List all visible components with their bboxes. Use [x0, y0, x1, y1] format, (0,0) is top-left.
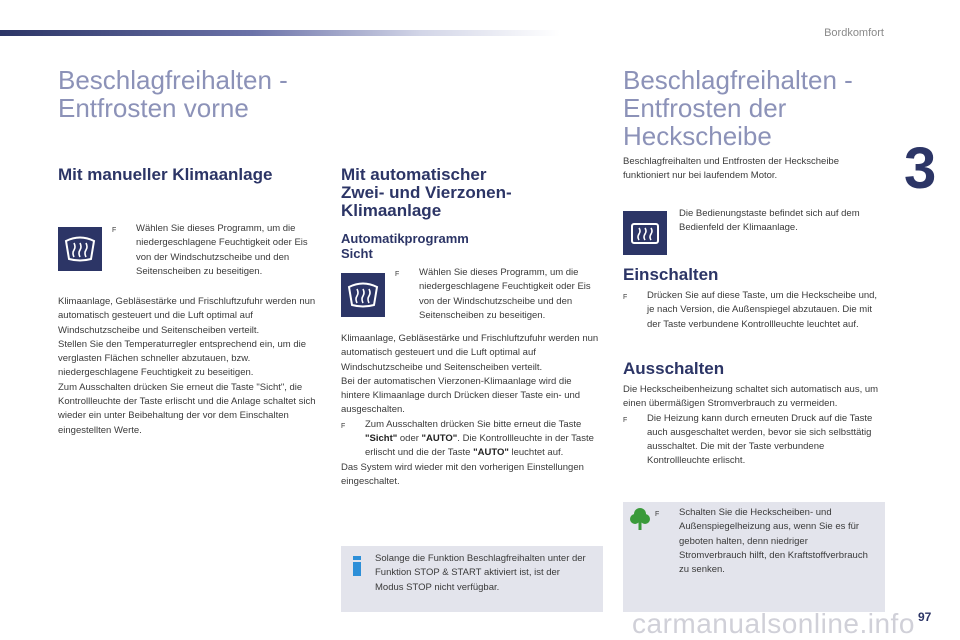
switch-off-text-c: . Die Kontrollleuchte in der Taste erlischt und die der Taste: [365, 433, 594, 459]
right-title: [623, 66, 853, 150]
manual-ac-heading: Mit manueller Klimaanlage: [58, 165, 273, 184]
visibility-button-icon: [341, 273, 385, 317]
rear-defrost-intro: Beschlagfreihalten und Entfrosten der Heckscheibe funktioniert nur bei laufendem Motor.: [623, 156, 839, 182]
eco-tip-text: Schalten Sie die Heckscheiben- und Außenspiegelheizung aus, wenn Sie es für geboten halten, denn niedriger Stromverbrauch hilft, den Kraftstoffverbrauch zu senken.: [679, 507, 868, 576]
switch-on-bullet: [623, 289, 885, 332]
switch-on-bullet-text: Drücken Sie auf diese Taste, um die Heckscheibe und, je nach Version, die Außenspiegel abzutauen. Die mit der Taste verbundene Kontrollleuchte leuchtet auf.: [647, 290, 878, 330]
rear-window-defrost-icon: [623, 211, 667, 255]
switch-off-manual-bullet-text: Die Heizung kann durch erneuten Druck auf die Taste auch ausgeschaltet werden, bevor sie sich selbsttätig ausschaltet. Die mit der Taste verbundene Kontrollleuchte erlischt.: [647, 412, 873, 467]
button-location-note: Die Bedienungstaste befindet sich auf dem Bedienfeld der Klimaanlage.: [679, 208, 860, 234]
auto-ac-heading-line2: Zwei- und Vierzonen-: [341, 183, 512, 202]
header-bar: [0, 30, 560, 36]
auto-ac-paragraph-2: Bei der automatischen Vierzonen-Klimaanlage wird die hintere Klimaanlage durch Drücken dieser Taste ein- und ausgeschalten.: [341, 375, 581, 416]
manual-ac-bullet-text: Wählen Sie dieses Programm, um die niedergeschlagene Feuchtigkeit oder Eis von der Windschutzscheibe und den Seitenscheiben zu beseitigen.: [136, 223, 308, 277]
eco-tip-bullet: [655, 506, 877, 577]
right-title-line3: Heckscheibe: [623, 121, 772, 151]
switch-off-text-a: Zum Ausschalten drücken Sie bitte erneut die Taste: [365, 418, 582, 430]
bullet-marker: F: [341, 422, 346, 430]
auto-ac-heading-line3: Klimaanlage: [341, 201, 442, 220]
chapter-number: 3: [904, 136, 937, 201]
eco-tip-box: [623, 502, 885, 612]
switch-off-text-b: oder: [397, 433, 422, 445]
switch-off-paragraph: Die Heckscheibenheizung schaltet sich automatisch aus, um einen übermäßigen Stromverbrauch zu vermeiden.: [623, 384, 879, 410]
key-auto-2: "AUTO": [473, 447, 509, 459]
front-defrost-button-icon: [58, 227, 102, 271]
manual-ac-paragraph-2: Stellen Sie den Temperaturregler entsprechend ein, um die verglasten Flächen schneller abzutauen, bzw. niedergeschlagene Feuchtigkeit zu beseitigen.: [58, 338, 307, 379]
switch-off-heading: Ausschalten: [623, 359, 725, 378]
manual-ac-text: [58, 295, 322, 438]
right-title-line2: Entfrosten der: [623, 93, 787, 123]
bullet-marker: F: [655, 511, 660, 518]
left-title-line1: Beschlagfreihalten -: [58, 65, 288, 95]
windshield-defrost-icon: [341, 273, 385, 317]
manual-ac-bullet: [112, 222, 322, 279]
auto-program-heading: [341, 231, 469, 261]
bullet-marker: F: [395, 271, 400, 278]
switch-off-section: [623, 383, 885, 469]
info-icon: [353, 556, 361, 576]
switch-off-bullet: [341, 418, 603, 461]
left-title: [58, 66, 288, 122]
manual-ac-paragraph-1: Klimaanlage, Gebläsestärke und Frischluftzufuhr werden nun automatisch gesteuert und die Luft optimal auf Windschutzscheibe und Seitenscheiben verteilt.: [58, 296, 316, 336]
right-title-line1: Beschlagfreihalten -: [623, 65, 853, 95]
rear-defrost-button-icon: [623, 211, 667, 255]
left-title-line2: Entfrosten vorne: [58, 93, 249, 123]
auto-program-bullet: [395, 266, 603, 323]
watermark: carmanualsonline.info: [632, 608, 915, 639]
windshield-defrost-icon: [58, 227, 102, 271]
auto-program-bullet-text: Wählen Sie dieses Programm, um die niedergeschlagene Feuchtigkeit oder Eis von der Windschutzscheibe und den Seitenscheiben zu beseitigen.: [419, 267, 591, 321]
switch-off-text-d: leuchtet auf.: [508, 447, 564, 459]
auto-program-heading-line1: Automatikprogramm: [341, 231, 469, 246]
bullet-marker: F: [623, 294, 628, 301]
key-auto: "AUTO": [421, 433, 458, 445]
manual-ac-paragraph-3: Zum Ausschalten drücken Sie erneut die Taste "Sicht", die Kontrollleuchte der Taste erlischt und die Anlage schaltet sich wieder ein unter Beibehaltung der vor dem Einschalten eingestellten Werte.: [58, 381, 316, 436]
switch-on-heading: Einschalten: [623, 265, 719, 284]
auto-ac-heading: [341, 166, 512, 220]
auto-ac-text: [341, 332, 603, 489]
info-box: [341, 546, 603, 612]
info-text: Solange die Funktion Beschlagfreihalten unter der Funktion STOP & START aktiviert ist, ist der Modus STOP nicht verfügbar.: [375, 553, 586, 593]
key-sicht: "Sicht": [365, 433, 398, 445]
eco-tree-icon: [629, 506, 651, 532]
auto-ac-heading-line1: Mit automatischer: [341, 165, 487, 184]
switch-off-manual-bullet: [623, 412, 885, 469]
page-number: 97: [918, 610, 932, 624]
section-label: Bordkomfort: [824, 27, 884, 39]
switch-off-bullet-text: [365, 418, 603, 461]
bullet-marker: F: [112, 227, 117, 234]
auto-ac-paragraph-1: Klimaanlage, Gebläsestärke und Frischluftzufuhr werden nun automatisch gesteuert und die Luft optimal auf Windschutzscheibe und Seitenscheiben verteilt.: [341, 333, 599, 373]
auto-ac-paragraph-3: Das System wird wieder mit den vorherigen Einstellungen eingeschaltet.: [341, 461, 584, 487]
bullet-marker: F: [623, 416, 628, 424]
auto-program-heading-line2: Sicht: [341, 246, 373, 261]
